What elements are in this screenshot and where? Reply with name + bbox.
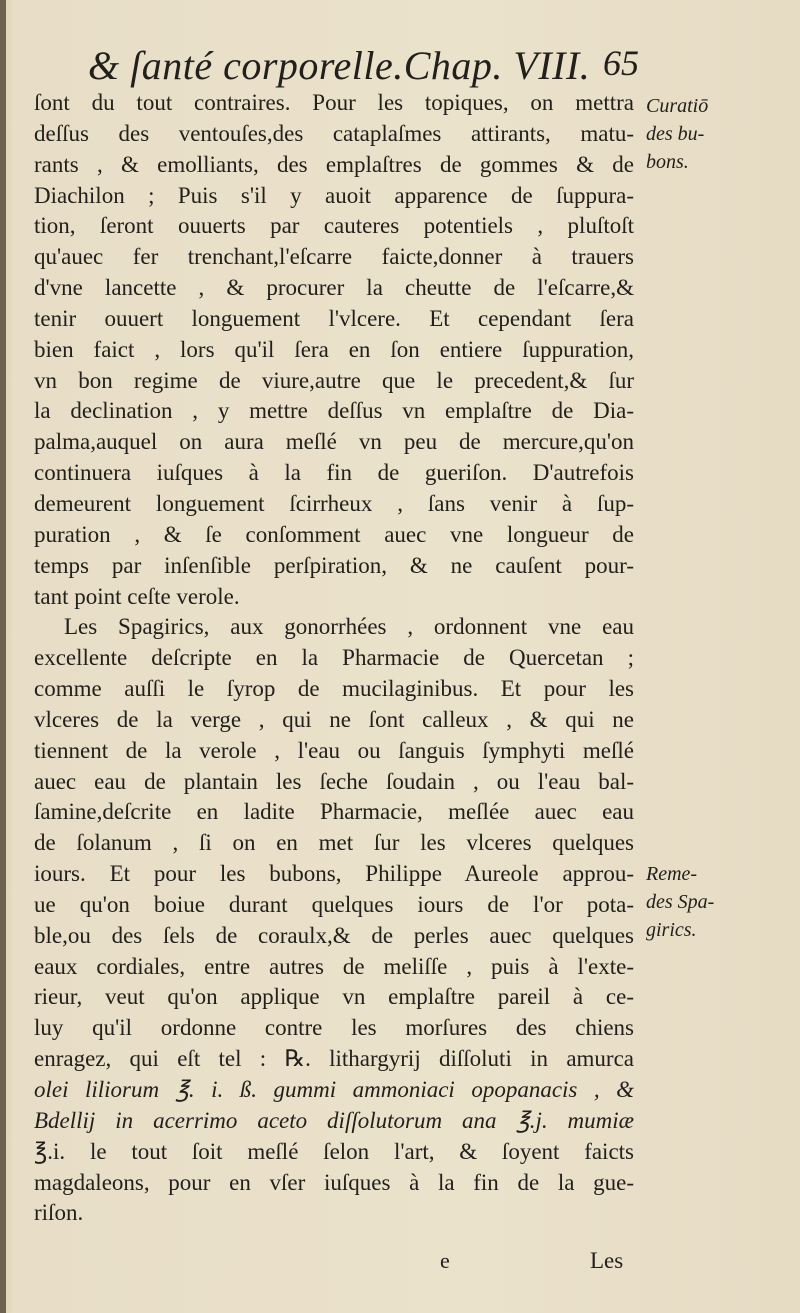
text-line: qu'auec fer trenchant,l'eſcarre faicte,donner à trauers	[34, 244, 634, 270]
text-line: vlceres de la verge , qui ne ſont calleux , & qui ne	[34, 706, 634, 732]
page-number: 65	[603, 43, 639, 83]
text-line: tiennent de la verole , l'eau ou ſanguis ſymphyti meſlé	[34, 737, 634, 763]
text-line: auec eau de plantain les ſeche ſoudain , ou l'eau bal-	[34, 768, 634, 794]
page-header	[88, 42, 688, 92]
text-line: tion, ſeront ouuerts par cauteres potentiels , pluſtoſt	[34, 213, 634, 239]
margin-note-line: girics.	[646, 919, 697, 941]
text-line: rieur, veut qu'on applique vn emplaſtre pareil à ce-	[34, 984, 634, 1010]
text-line: ble,ou des ſels de coraulx,& de perles auec quelques	[34, 922, 634, 948]
text-line: tenir ouuert longuement l'vlcere. Et cependant ſera	[34, 305, 634, 331]
margin-note-remedes	[646, 860, 776, 944]
text-line: deſſus des ventouſes,des cataplaſmes attirants, matu-	[34, 120, 634, 146]
text-line: d'vne lancette , & procurer la cheutte de l'eſcarre,&	[34, 275, 634, 301]
text-line: ℥.i. le tout ſoit meſlé ſelon l'art, & ſoyent faicts	[34, 1138, 634, 1164]
text-line: luy qu'il ordonne contre les morſures des chiens	[34, 1015, 634, 1041]
margin-note-line: des bu-	[646, 123, 705, 145]
margin-note-line: bons.	[646, 151, 689, 173]
text-line: continuera iuſques à la fin de gueriſon. D'autrefois	[34, 460, 634, 486]
margin-note-line: des Spa-	[646, 891, 715, 913]
body-text	[34, 88, 634, 1229]
margin-note-line: Curatiō	[646, 95, 709, 117]
text-line: ue qu'on boiue durant quelques iours de l'or pota-	[34, 891, 634, 917]
text-line: tant point ceſte verole.	[34, 583, 240, 609]
margin-note-curatio	[646, 92, 776, 176]
running-head: & ſanté corporelle.Chap. VIII.	[88, 43, 591, 88]
text-line: excellente deſcripte en la Pharmacie de Quercetan ;	[34, 645, 634, 671]
text-line: olei liliorum ℥. i. ß. gummi ammoniaci opopanacis , &	[34, 1077, 634, 1102]
text-line: palma,auquel on aura meſlé vn peu de mercure,qu'on	[34, 429, 634, 455]
text-line: comme auſſi le ſyrop de mucilaginibus. Et pour les	[34, 676, 634, 702]
text-line: ſamine,deſcrite en ladite Pharmacie, meſlée auec eau	[34, 799, 634, 825]
text-line: puration , & ſe conſomment auec vne longueur de	[34, 521, 634, 547]
catchword: Les	[590, 1248, 624, 1273]
text-line: demeurent longuement ſcirrheux , ſans venir à ſup-	[34, 490, 634, 516]
text-line: enragez, qui eſt tel : ℞. lithargyrij diſſoluti in amurca	[34, 1046, 634, 1072]
text-line: ſont du tout contraires. Pour les topiques, on mettra	[34, 90, 634, 115]
text-line: temps par inſenſible perſpiration, & ne cauſent pour-	[34, 552, 634, 578]
text-line: Les Spagirics, aux gonorrhées , ordonnent vne eau	[64, 614, 634, 640]
text-line: eaux cordiales, entre autres de meliſſe , puis à l'exte-	[34, 953, 634, 979]
text-line: riſon.	[34, 1200, 84, 1226]
text-line: Bdellij in acerrimo aceto diſſolutorum ana ℥.j. mumiæ	[34, 1107, 634, 1133]
text-line: magdaleons, pour en vſer iuſques à la fin de la gue-	[34, 1169, 634, 1195]
signature-mark: e	[440, 1248, 450, 1273]
text-line: vn bon regime de viure,autre que le precedent,& ſur	[34, 367, 634, 393]
text-line: Diachilon ; Puis s'il y auoit apparence de ſuppura-	[34, 182, 634, 208]
text-line: iours. Et pour les bubons, Philippe Aureole approu-	[34, 861, 634, 887]
text-line: bien faict , lors qu'il ſera en ſon entiere ſuppuration,	[34, 336, 634, 362]
text-line: de ſolanum , ſi on en met ſur les vlceres quelques	[34, 830, 634, 856]
page-binding-edge	[0, 0, 6, 1313]
text-line: la declination , y mettre deſſus vn emplaſtre de Dia-	[34, 398, 634, 424]
text-line: rants , & emolliants, des emplaſtres de gommes & de	[34, 151, 634, 177]
margin-note-line: Reme-	[646, 863, 698, 885]
